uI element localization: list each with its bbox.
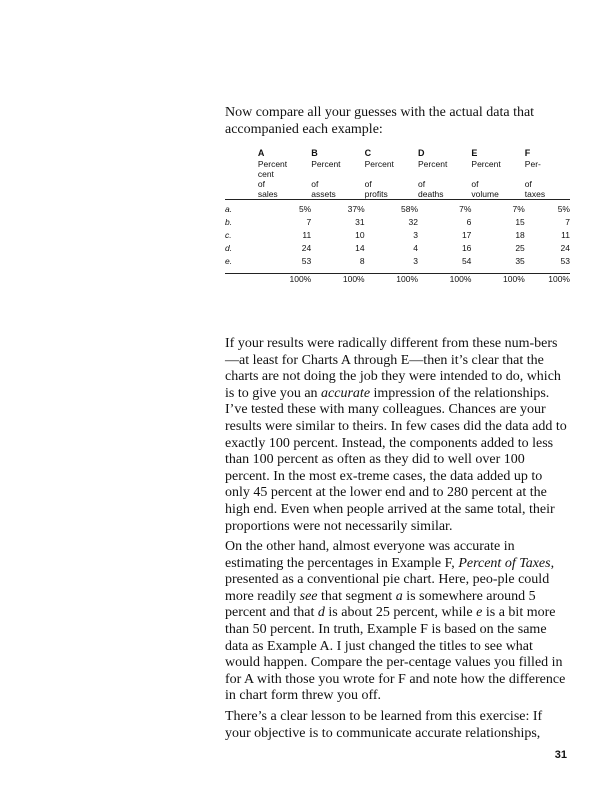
body-paragraph-1: If your results were radically different from these num-bers—at least for Charts A through E—then it’s clear that the charts are not doing the job they were intended to do, which is to give you an accurate impression of the relationships. I’ve tested these with many colleagues. Chances are your results were similar to theirs. In few cases did the data add to exactly 100 percent. Instead, the components added to less than 100 percent as often as they did to well over 100 percent. In the most ex-treme cases, the data added up to only 45 percent at the lower end and to 280 percent at the high end. Even when people arrived at the same total, their proportions were not necessarily similar.: [225, 336, 567, 534]
row-label: c.: [225, 230, 232, 240]
column-header-text: volume: [471, 189, 499, 199]
column-header-text: deaths: [418, 189, 444, 199]
table-cell: 58%: [401, 204, 419, 214]
table-cell: 5%: [557, 204, 570, 214]
table-cell: 3: [413, 256, 419, 266]
data-table: [225, 148, 570, 284]
table-cell: 53: [301, 256, 312, 266]
table-cell: 5%: [298, 204, 312, 214]
column-header-text: of: [471, 179, 479, 189]
table-cell: 35: [515, 256, 525, 266]
total-cell: 100%: [449, 274, 472, 284]
row-label: b.: [225, 217, 233, 227]
column-header-text: Percent: [471, 159, 501, 169]
row-label: a.: [225, 204, 233, 214]
total-cell: 100%: [396, 274, 419, 284]
table-cell: 6: [466, 217, 472, 227]
total-cell: 100%: [342, 274, 365, 284]
column-header-text: of: [418, 179, 426, 189]
table-cell: 7%: [512, 204, 525, 214]
table-row: [225, 255, 570, 268]
table-cell: 37%: [347, 204, 365, 214]
total-cell: 100%: [503, 274, 525, 284]
column-header-text: of: [524, 179, 532, 189]
table-cell: 11: [302, 230, 312, 240]
table-cell: 8: [359, 256, 365, 266]
table-cell: 53: [560, 256, 570, 266]
column-header-text: of: [257, 179, 265, 189]
column-header-text: taxes: [524, 189, 546, 199]
table-cell: 7: [565, 217, 570, 227]
table-cell: 10: [355, 230, 365, 240]
table-header-letters: [225, 148, 570, 159]
column-header-text: Per-: [524, 159, 541, 169]
column-header-text: profits: [364, 189, 388, 199]
column-header-text: of: [311, 179, 319, 189]
table-cell: 7: [306, 217, 312, 227]
table-cell: 18: [515, 230, 525, 240]
table-cell: 11: [561, 230, 570, 240]
intro-paragraph: Now compare all your guesses with the actual data that accompanied each example:: [225, 105, 535, 137]
column-header-text: sales: [257, 189, 278, 199]
table-header-line4: [225, 189, 570, 200]
table-cell: 3: [413, 230, 419, 240]
column-header-text: Percent: [418, 159, 448, 169]
table-cell: 15: [515, 217, 525, 227]
table-totals-row: [225, 274, 570, 284]
column-letter: F: [524, 148, 531, 158]
table-cell: 25: [515, 243, 525, 253]
table-row: [225, 229, 570, 242]
table-cell: 31: [355, 217, 365, 227]
column-header-text: Percent: [311, 159, 341, 169]
total-cell: 100%: [548, 274, 570, 284]
page-number: 31: [554, 749, 567, 761]
table-row: [225, 203, 570, 216]
column-letter: B: [311, 148, 318, 158]
table-header-line1: [225, 159, 570, 169]
table-cell: 24: [560, 243, 570, 253]
table-header-line2: [225, 169, 570, 179]
table-cell: 14: [355, 243, 365, 253]
table-row: [225, 242, 570, 255]
column-header-text: Percent: [257, 159, 288, 169]
row-label: d.: [225, 243, 233, 253]
row-label: e.: [225, 256, 233, 266]
table-row: [225, 216, 570, 229]
column-header-text: Percent: [364, 159, 394, 169]
column-letter: A: [257, 148, 265, 158]
table-cell: 7%: [459, 204, 472, 214]
table-cell: 24: [301, 243, 312, 253]
column-header-text: cent: [257, 169, 274, 179]
table-cell: 54: [461, 256, 472, 266]
table-cell: 17: [461, 230, 472, 240]
column-letter: D: [418, 148, 425, 158]
total-cell: 100%: [289, 274, 312, 284]
column-header-text: assets: [311, 189, 336, 199]
table-header-line3: [225, 179, 570, 189]
column-letter: E: [471, 148, 478, 158]
body-paragraph-3: There’s a clear lesson to be learned from this exercise: If your objective is to communicate accurate relationships,: [225, 709, 543, 741]
body-paragraph-2: On the other hand, almost everyone was accurate in estimating the percentages in Example F, Percent of Taxes, presented as a conventional pie chart. Here, peo-ple could more readily see that segment a is somewhere around 5 percent and that d is about 25 percent, while e is a bit more than 50 percent. In truth, Example F is based on the same data as Example A. I just changed the titles to see what would happen. Compare the per-centage values you filled in for A with those you wrote for F and note how the difference in chart form threw you off.: [225, 539, 566, 704]
table-cell: 4: [413, 243, 419, 253]
table-cell: 16: [461, 243, 472, 253]
table-cell: 32: [408, 217, 419, 227]
column-letter: C: [364, 148, 372, 158]
column-header-text: of: [364, 179, 372, 189]
